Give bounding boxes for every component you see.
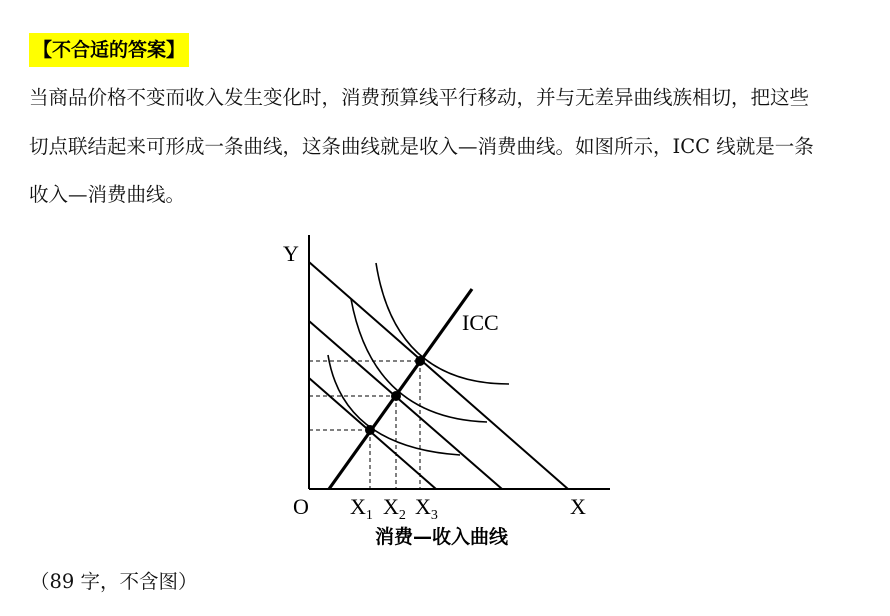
y-axis-label: Y bbox=[283, 241, 299, 266]
paragraph-line-1: 当商品价格不变而收入发生变化时，消费预算线平行移动，并与无差异曲线族相切，把这些 bbox=[29, 86, 810, 109]
x2-label: $X_2$ bbox=[383, 494, 406, 523]
origin-label: O bbox=[293, 494, 309, 519]
x1-label: $X_1$ bbox=[350, 494, 373, 523]
word-count-note: （89 字，不含图） bbox=[30, 570, 198, 593]
budget-line-3 bbox=[309, 262, 568, 489]
dashed-guides bbox=[309, 361, 420, 489]
heading-badge: 【不合适的答案】 bbox=[29, 33, 189, 67]
x-axis-label: X bbox=[570, 494, 586, 519]
paragraph-line-3: 收入—消费曲线。 bbox=[29, 183, 186, 206]
tangency-point-1 bbox=[365, 425, 375, 435]
x3-label: $X_3$ bbox=[415, 494, 438, 523]
indifference-curve-1 bbox=[328, 355, 460, 455]
paragraph-line-2: 切点联结起来可形成一条曲线，这条曲线就是收入—消费曲线。如图所示，ICC 线就是一条 bbox=[29, 135, 814, 158]
tangency-point-3 bbox=[415, 356, 425, 366]
tangency-point-2 bbox=[391, 391, 401, 401]
figure-caption: 消费—收入曲线 bbox=[375, 526, 509, 548]
icc-label: ICC bbox=[462, 310, 499, 335]
